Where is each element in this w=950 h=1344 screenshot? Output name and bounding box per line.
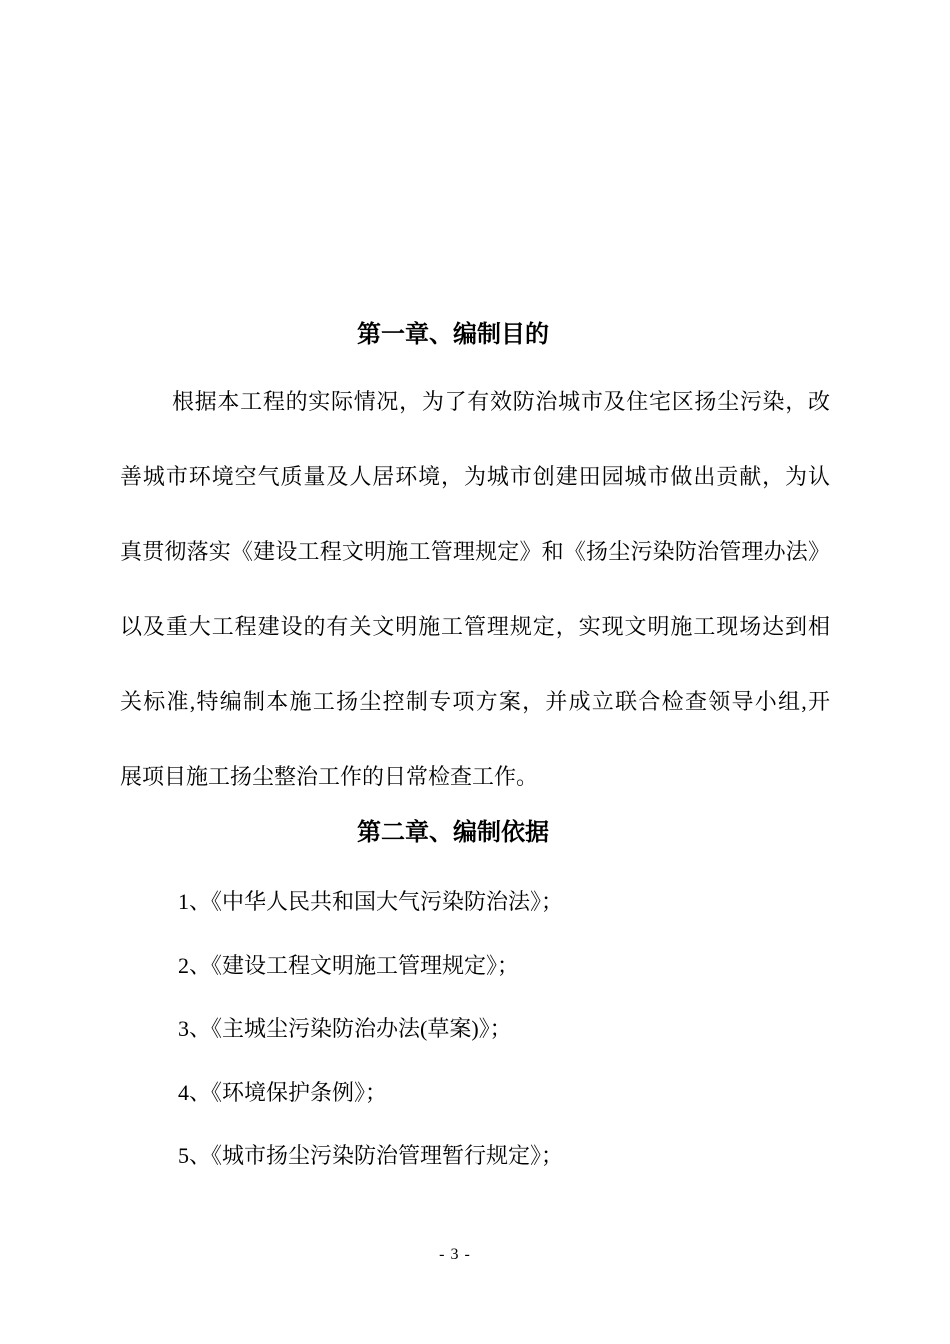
paragraph-line: 关标准,特编制本施工扬尘控制专项方案，并成立联合检查领导小组,开 xyxy=(120,689,830,714)
paragraph-line: 真贯彻落实《建设工程文明施工管理规定》和《扬尘污染防治管理办法》 xyxy=(120,539,830,564)
page-number: - 3 - xyxy=(439,1246,471,1263)
paragraph-line: 根据本工程的实际情况，为了有效防治城市及住宅区扬尘污染，改 xyxy=(172,389,830,414)
reference-list-item: 5、《城市扬尘污染防治管理暂行规定》； xyxy=(178,1143,564,1168)
chapter-1-heading: 第一章、编制目的 xyxy=(357,321,549,348)
reference-list-item: 2、《建设工程文明施工管理规定》； xyxy=(178,952,520,978)
reference-list-item: 3、《主城尘污染防治办法(草案)》； xyxy=(178,1016,512,1041)
paragraph-line: 以及重大工程建设的有关文明施工管理规定，实现文明施工现场达到相 xyxy=(120,614,830,639)
reference-list-item: 4、《环境保护条例》； xyxy=(178,1079,388,1105)
reference-list-item: 1、《中华人民共和国大气污染防治法》； xyxy=(178,889,564,914)
paragraph-line: 善城市环境空气质量及人居环境，为城市创建田园城市做出贡献，为认 xyxy=(120,464,830,489)
reference-list xyxy=(120,870,830,1188)
chapter-2-heading: 第二章、编制依据 xyxy=(357,819,549,846)
paragraph-line: 展项目施工扬尘整治工作的日常检查工作。 xyxy=(120,764,539,789)
chapter-1-paragraph xyxy=(120,364,830,814)
